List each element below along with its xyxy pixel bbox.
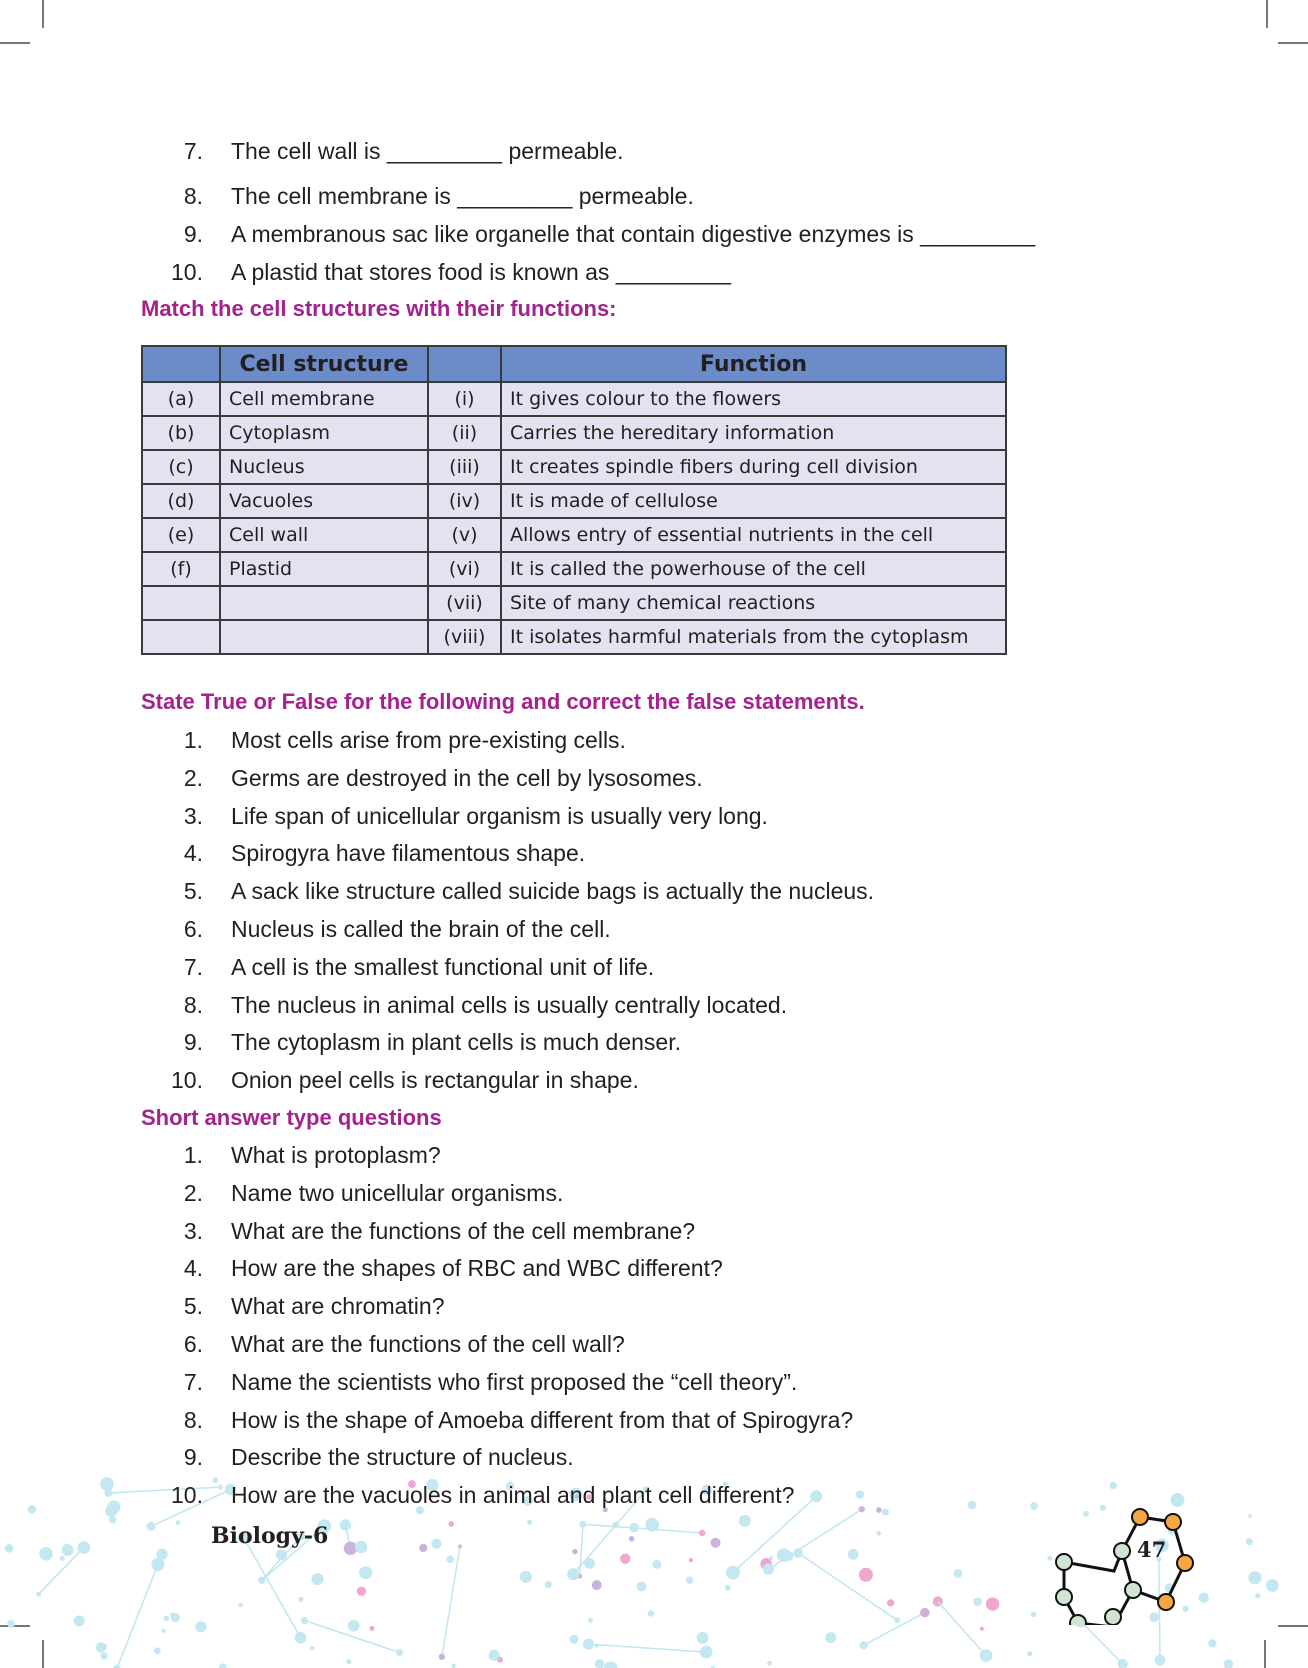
item-number: 5.	[183, 1293, 203, 1320]
structure-letter	[142, 586, 220, 620]
molecule-atom	[545, 1581, 552, 1588]
item-number: 1.	[183, 1142, 203, 1168]
molecule-atom	[1031, 1612, 1036, 1617]
molecule-atom	[101, 1652, 108, 1659]
match-table	[141, 345, 1007, 655]
molecule-atom	[686, 1576, 694, 1584]
crop-mark	[1278, 42, 1308, 44]
structure-letter: (b)	[142, 416, 220, 450]
match-heading: Match the cell structures with their functions:	[141, 296, 617, 321]
molecule-atom	[595, 1659, 605, 1668]
molecule-atom	[100, 1477, 114, 1491]
molecule-bond	[583, 1524, 702, 1533]
item-text: A sack like structure called suicide bags is actually the nucleus.	[231, 878, 875, 905]
item-number: 7.	[183, 138, 203, 164]
molecule-atom	[583, 1639, 594, 1650]
function-numeral: (i)	[428, 382, 501, 416]
molecule-bond	[798, 1553, 897, 1620]
molecule-atom	[579, 1521, 586, 1528]
item-text: Name the scientists who first proposed the “cell theory”.	[231, 1368, 798, 1395]
molecule-atom	[697, 1632, 709, 1644]
item-number: 7.	[183, 953, 203, 980]
table-row	[142, 586, 1006, 620]
header-cell-structure: Cell structure	[220, 346, 428, 382]
structure-letter: (d)	[142, 484, 220, 518]
molecule-atom	[1155, 1655, 1166, 1666]
molecule-atom	[725, 1585, 731, 1591]
cell-structure: Cytoplasm	[220, 416, 428, 450]
function-text: It is called the powerhouse of the cell	[501, 552, 1006, 586]
molecule-bond	[244, 1538, 301, 1638]
molecule-atom	[699, 1530, 706, 1537]
molecule-atom	[239, 1603, 243, 1607]
molecule-atom	[569, 1635, 578, 1644]
molecule-atom	[107, 1500, 120, 1513]
item-text: Name two unicellular organisms.	[231, 1179, 564, 1206]
molecule-atom	[1027, 1651, 1032, 1656]
molecule-atom	[63, 1544, 70, 1551]
structure-letter: (e)	[142, 518, 220, 552]
molecule-atom	[876, 1507, 882, 1513]
molecule-atom	[887, 1599, 894, 1606]
molecule-atom	[620, 1554, 630, 1564]
table-row	[142, 552, 1006, 586]
molecule-atom	[489, 1650, 500, 1661]
function-numeral: (vi)	[428, 552, 501, 586]
molecule-atom	[588, 1618, 593, 1623]
molecule-bond	[588, 1644, 706, 1652]
crop-mark	[1266, 0, 1268, 28]
table-row	[142, 620, 1006, 654]
molecule-atom	[170, 1612, 175, 1617]
molecule-atom	[825, 1632, 836, 1643]
molecule-atom	[920, 1608, 929, 1617]
item-text: Onion peel cells is rectangular in shape.	[231, 1067, 639, 1094]
molecule-bond	[580, 1524, 583, 1576]
molecule-atom	[1224, 1659, 1234, 1668]
book-title: Biology-6	[211, 1523, 329, 1549]
molecule-atom	[894, 1617, 900, 1623]
molecule-atom	[74, 1615, 85, 1626]
molecule-atom	[980, 1649, 993, 1662]
molecule-atom	[175, 1520, 180, 1525]
item-number: 2.	[183, 1179, 203, 1206]
item-number: 10.	[171, 259, 203, 285]
molecule-atom	[1208, 1639, 1216, 1647]
item-text: A plastid that stores food is known as _________	[231, 259, 731, 285]
item-number: 3.	[183, 1217, 203, 1244]
item-number: 4.	[183, 1255, 203, 1282]
molecule-bond	[442, 1547, 460, 1657]
table-row	[142, 484, 1006, 518]
molecule-atom	[449, 1521, 454, 1526]
molecule-atom	[195, 1621, 206, 1632]
molecule-atom	[986, 1597, 999, 1610]
molecule-atom	[370, 1626, 375, 1631]
molecule-atom	[39, 1547, 52, 1560]
item-text: Germs are destroyed in the cell by lysosomes.	[231, 764, 703, 791]
molecule-atom	[1246, 1538, 1253, 1545]
molecule-atom	[1109, 1482, 1117, 1490]
item-text: A cell is the smallest functional unit of life.	[231, 953, 655, 980]
function-text: Carries the hereditary information	[501, 416, 1006, 450]
molecule-atom	[763, 1564, 774, 1575]
molecule-atom	[980, 1627, 984, 1631]
molecule-atom	[859, 1506, 865, 1512]
structure-letter: (f)	[142, 552, 220, 586]
table-header-row	[142, 346, 1006, 382]
molecule-atom	[96, 1642, 106, 1652]
item-text: What are chromatin?	[231, 1293, 445, 1320]
table-row	[142, 382, 1006, 416]
molecule-atom	[637, 1582, 647, 1592]
header-cell	[142, 346, 220, 382]
cell-structure: Cell wall	[220, 518, 428, 552]
item-text: The cell membrane is _________ permeable.	[231, 183, 694, 209]
molecule-atom	[777, 1548, 791, 1562]
page-number: 47	[1137, 1537, 1167, 1562]
item-number: 2.	[183, 764, 203, 791]
header-cell	[428, 346, 501, 382]
molecule-atom	[439, 1654, 445, 1660]
molecule-atom	[689, 1558, 693, 1562]
molecule-atom	[156, 1549, 167, 1560]
cell-structure: Vacuoles	[220, 484, 428, 518]
table-row	[142, 518, 1006, 552]
molecule-atom	[164, 1616, 169, 1621]
item-number: 9.	[183, 1029, 203, 1056]
item-text: How are the shapes of RBC and WBC different?	[231, 1255, 723, 1282]
function-text: It isolates harmful materials from the cytoplasm	[501, 620, 1006, 654]
molecule-atom	[340, 1519, 351, 1530]
molecule-atom	[954, 1569, 963, 1578]
molecule-atom	[968, 1501, 977, 1510]
molecule-atom	[652, 1560, 661, 1569]
molecule-atom	[218, 1485, 223, 1490]
item-number: 8.	[183, 1406, 203, 1433]
crop-mark	[0, 42, 30, 44]
molecule-atom	[859, 1568, 873, 1582]
item-text: A membranous sac like organelle that contain digestive enzymes is _________	[231, 221, 1036, 247]
item-text: What are the functions of the cell membrane?	[231, 1217, 696, 1244]
item-number: 4.	[183, 840, 203, 867]
molecule-atom	[860, 1641, 868, 1649]
molecule-bond	[938, 1601, 986, 1655]
table-row	[142, 450, 1006, 484]
molecule-atom	[584, 1558, 595, 1569]
molecule-atom	[7, 1620, 15, 1628]
molecule-atom	[629, 1536, 634, 1541]
item-number: 6.	[183, 1331, 203, 1357]
item-number: 8.	[183, 183, 203, 209]
molecule-atom	[298, 1597, 303, 1602]
molecule-atom	[520, 1571, 532, 1583]
molecule-atom	[856, 1490, 864, 1498]
item-text: Spirogyra have filamentous shape.	[231, 840, 586, 867]
item-number: 3.	[183, 802, 203, 829]
item-text: The cytoplasm in plant cells is much denser.	[231, 1029, 681, 1056]
item-number: 5.	[183, 878, 203, 905]
item-number: 8.	[183, 991, 203, 1018]
crop-mark	[42, 0, 44, 28]
molecule-atom	[355, 1541, 367, 1553]
item-number: 10.	[171, 1482, 203, 1509]
molecule-atom	[5, 1544, 14, 1553]
item-number: 9.	[183, 1444, 203, 1471]
item-text: Nucleus is called the brain of the cell.	[231, 916, 611, 942]
cell-structure	[220, 620, 428, 654]
molecule-atom	[1030, 1502, 1038, 1510]
molecule-atom	[161, 1629, 165, 1633]
item-number: 9.	[183, 221, 203, 247]
molecule-atom	[36, 1592, 41, 1597]
function-text: It creates spindle fibers during cell division	[501, 450, 1006, 484]
item-number: 6.	[183, 916, 203, 942]
item-number: 1.	[183, 727, 203, 753]
molecule-atom	[767, 1661, 772, 1666]
molecule-atom	[726, 1566, 740, 1580]
molecule-atom	[973, 1597, 982, 1606]
item-number: 7.	[183, 1368, 203, 1395]
molecule-bond	[117, 1564, 158, 1668]
cell-structure: Plastid	[220, 552, 428, 586]
molecule-atom	[109, 1516, 116, 1523]
item-text: How are the vacuoles in animal and plant cell different?	[231, 1482, 795, 1509]
molecule-atom	[876, 1531, 881, 1536]
header-function: Function	[501, 346, 1006, 382]
item-text: How is the shape of Amoeba different from that of Spirogyra?	[231, 1406, 854, 1433]
item-text: Most cells arise from pre-existing cells.	[231, 727, 626, 753]
molecule-atom	[446, 1556, 453, 1563]
molecule-atom	[882, 1509, 889, 1516]
function-text: Allows entry of essential nutrients in the cell	[501, 518, 1006, 552]
molecule-atom	[572, 1549, 577, 1554]
molecule-atom	[348, 1620, 360, 1632]
molecule-atom	[1248, 1514, 1252, 1518]
item-number: 10.	[171, 1067, 203, 1094]
molecule-atom	[1266, 1579, 1279, 1592]
molecule-atom	[310, 1646, 315, 1651]
function-numeral: (iii)	[428, 450, 501, 484]
molecule-atom	[604, 1661, 618, 1668]
molecule-atom	[104, 1489, 112, 1497]
molecule-atom	[346, 1659, 351, 1664]
item-text: The nucleus in animal cells is usually centrally located.	[231, 991, 788, 1018]
molecule-atom	[357, 1587, 366, 1596]
function-numeral: (vii)	[428, 586, 501, 620]
molecule-atom	[212, 1477, 218, 1483]
molecule-atom	[567, 1568, 579, 1580]
structure-letter: (a)	[142, 382, 220, 416]
structure-letter	[142, 620, 220, 654]
function-numeral: (viii)	[428, 620, 501, 654]
molecule-atom	[648, 1610, 655, 1617]
molecule-atom	[793, 1548, 803, 1558]
cell-structure	[220, 586, 428, 620]
molecule-atom	[739, 1515, 751, 1527]
molecule-atom	[311, 1573, 323, 1585]
molecule-atom	[396, 1649, 403, 1656]
item-text: The cell wall is _________ permeable.	[231, 138, 624, 164]
function-numeral: (v)	[428, 518, 501, 552]
molecule-atom	[629, 1523, 639, 1533]
molecule-atom	[810, 1490, 822, 1502]
cell-structure: Cell membrane	[220, 382, 428, 416]
molecule-atom	[28, 1505, 36, 1513]
table-row	[142, 416, 1006, 450]
page-number-hexagon-icon	[1050, 1505, 1200, 1625]
molecule-atom	[451, 1663, 456, 1668]
molecule-atom	[219, 1663, 227, 1668]
molecule-atom	[848, 1549, 859, 1560]
item-text: Life span of unicellular organism is usually very long.	[231, 802, 768, 829]
molecule-atom	[711, 1538, 721, 1548]
item-text: Describe the structure of nucleus.	[231, 1444, 574, 1471]
function-text: Site of many chemical reactions	[501, 586, 1006, 620]
molecule-atom	[431, 1539, 441, 1549]
function-text: It is made of cellulose	[501, 484, 1006, 518]
true-false-heading: State True or False for the following and correct the false statements.	[141, 689, 865, 714]
short-answer-heading: Short answer type questions	[141, 1105, 442, 1130]
molecule-atom	[60, 1556, 65, 1561]
molecule-atom	[147, 1522, 156, 1531]
structure-letter: (c)	[142, 450, 220, 484]
molecule-atom	[359, 1566, 372, 1579]
function-numeral: (ii)	[428, 416, 501, 450]
molecule-atom	[527, 1520, 532, 1525]
molecule-atom	[154, 1647, 161, 1654]
item-text: What is protoplasm?	[231, 1142, 441, 1168]
molecule-atom	[419, 1544, 427, 1552]
function-text: It gives colour to the flowers	[501, 382, 1006, 416]
molecule-atom	[592, 1580, 602, 1590]
function-numeral: (iv)	[428, 484, 501, 518]
molecule-atom	[1255, 1593, 1260, 1598]
item-text: What are the functions of the cell wall?	[231, 1331, 625, 1357]
molecule-atom	[1199, 1592, 1209, 1602]
molecule-bond	[1081, 1621, 1123, 1664]
molecule-atom	[1248, 1571, 1261, 1584]
cell-structure: Nucleus	[220, 450, 428, 484]
